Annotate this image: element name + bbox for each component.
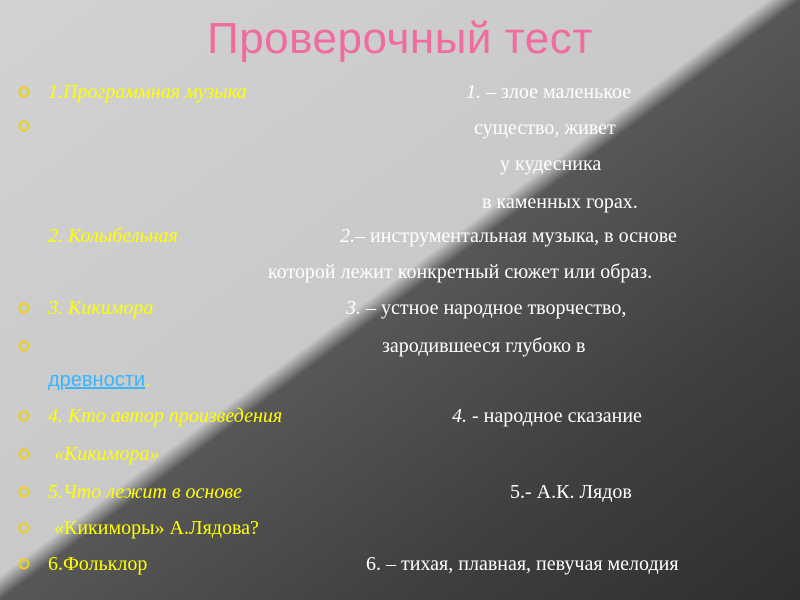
question-3: 3. Кикимора bbox=[48, 297, 154, 319]
answer-2-line-2: которой лежит конкретный сюжет или образ. bbox=[268, 261, 653, 283]
answer-3-num: 3. bbox=[346, 297, 361, 319]
answer-1 bbox=[466, 80, 631, 104]
answer-1-line-2: существо, живет bbox=[474, 117, 616, 139]
question-2: 2. Колыбельная bbox=[48, 225, 178, 247]
answer-3-line-2: зародившееся глубоко в bbox=[382, 335, 586, 357]
question-4-cont: «Кикимора» bbox=[54, 443, 160, 465]
answer-1-line-3: у кудесника bbox=[500, 153, 602, 175]
question-5-cont: «Кикиморы» А.Лядова? bbox=[54, 517, 259, 539]
circle-bullet-icon bbox=[18, 86, 30, 98]
answer-2-text: – инструментальная музыка, в основе bbox=[355, 225, 677, 247]
answer-6: 6. – тихая, плавная, певучая мелодия bbox=[366, 553, 679, 575]
circle-bullet-icon bbox=[18, 486, 30, 498]
answer-5: 5.- А.К. Лядов bbox=[510, 481, 632, 503]
circle-bullet-icon bbox=[18, 340, 30, 352]
circle-bullet-icon bbox=[18, 120, 30, 132]
answer-3-text: – устное народное творчество, bbox=[361, 297, 627, 319]
answer-1-text: – злое маленькое bbox=[481, 81, 632, 103]
answer-1-num: 1. bbox=[466, 81, 481, 103]
answer-4-num: 4. bbox=[452, 405, 467, 427]
answer-4 bbox=[452, 404, 642, 428]
answer-1-line-4: в каменных горах. bbox=[482, 191, 638, 213]
link-drevnosti[interactable]: древности bbox=[48, 369, 146, 391]
question-4: 4. Кто автор произведения bbox=[48, 405, 283, 427]
page-title: Проверочный тест bbox=[207, 14, 593, 63]
link-period: . bbox=[145, 369, 151, 391]
question-6: 6.Фольклор bbox=[48, 553, 148, 575]
answer-2 bbox=[340, 224, 677, 248]
question-1: 1.Программная музыка bbox=[48, 81, 247, 103]
answer-3 bbox=[346, 296, 626, 320]
circle-bullet-icon bbox=[18, 302, 30, 314]
link-line bbox=[48, 368, 150, 392]
circle-bullet-icon bbox=[18, 558, 30, 570]
answer-2-num: 2. bbox=[340, 225, 355, 247]
answer-4-text: - народное сказание bbox=[467, 405, 642, 427]
circle-bullet-icon bbox=[18, 522, 30, 534]
question-5: 5.Что лежит в основе bbox=[48, 481, 242, 503]
circle-bullet-icon bbox=[18, 448, 30, 460]
circle-bullet-icon bbox=[18, 410, 30, 422]
